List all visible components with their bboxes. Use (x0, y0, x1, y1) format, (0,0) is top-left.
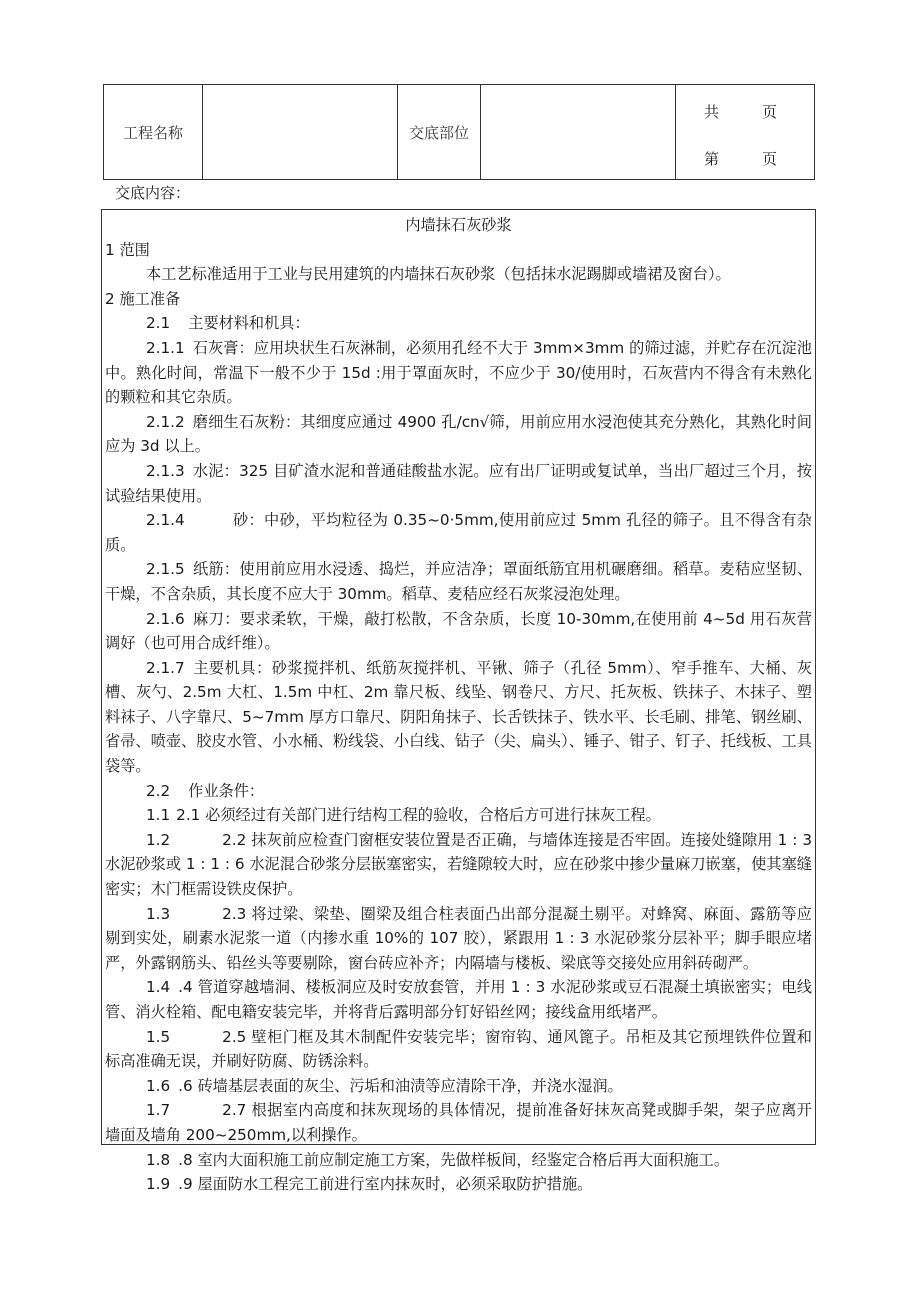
paragraph (105, 459, 812, 508)
paragraph-number: 1.2 (146, 830, 171, 849)
paragraph-number: 1.6 (146, 1076, 171, 1095)
paragraph (105, 902, 812, 976)
page-no-prefix: 第 (704, 150, 720, 168)
paragraph-text: 作业条件： (188, 781, 265, 800)
intro-label: 交底内容： (115, 184, 191, 202)
paragraph (105, 1025, 812, 1074)
paragraph (105, 1098, 812, 1147)
paragraph (105, 656, 812, 779)
paragraph (105, 557, 812, 606)
paragraph-number: 1.7 (146, 1101, 171, 1120)
paragraph-number: 2.1.7 (146, 658, 185, 677)
page-no-suffix: 页 (762, 150, 778, 168)
paragraph (105, 607, 812, 656)
paragraph-text: 石灰膏：应用块状生石灰淋制，必须用孔经不大于 3mm×3mm 的筛过滤，并贮存在沉淀池中。熟化时间，常温下一般不少于 15d :用于罩面灰时，不应少于 30/使用时，石灰营内不得含有未熟化的颗粒和其它杂质。 (105, 338, 812, 407)
paragraph-number: 2.2 (146, 781, 171, 800)
paragraph-number: 2.1.6 (146, 609, 185, 628)
paragraph-text: 2.7 根据室内高度和抹灰现场的具体情况，提前准备好抹灰高凳或脚手架，架子应离开墙面及墙角 200~250mm,以利操作。 (105, 1101, 812, 1144)
paragraph-text: 1 范围 (105, 240, 150, 259)
paragraph-text: 主要机具：砂浆搅拌机、纸筋灰搅拌机、平锹、筛子（孔径 5mm）、窄手推车、大桶、灰槽、灰勺、2.5m 大杠、1.5m 中杠、2m 靠尺板、线坠、钢卷尺、方尺、托灰板、铁抹子、木抹子、塑料袜子、八字靠尺、5~7mm 厚方口靠尺、阴阳角抹子、长舌铁抹子、铁水平、长毛刷、排笔、钢丝刷、省帚、喷壶、胶皮水管、小水桶、粉线袋、小白线、钻子（尖、扁头）、锤子、钳子、钉子、托线板、工具袋等。 (105, 658, 812, 776)
paragraph-number: 2.1.4 (146, 511, 185, 530)
paragraph-number: 1.4 (146, 978, 171, 997)
paragraph-number: 1.3 (146, 904, 171, 923)
paragraph-text: 主要材料和机具： (188, 314, 310, 333)
paragraph-number: 1.9 (146, 1175, 171, 1194)
paragraph (105, 410, 812, 459)
document-title: 内墙抹石灰砂浆 (405, 216, 512, 234)
paragraph-text: .4 管道穿越墙洞、楼板洞应及时安放套管，并用 1 : 3 水泥砂浆或豆石混凝土填嵌密实；电线管、消火栓箱、配电籍安装完毕，并将背后露明部分钉好铅丝网；接线盒用纸堵严。 (105, 978, 812, 1021)
project-name-label: 工程名称 (104, 85, 203, 180)
paragraph (105, 311, 812, 336)
paragraph (105, 779, 812, 804)
page-counter (676, 85, 815, 180)
paragraph (105, 1148, 812, 1173)
paragraph (105, 1172, 812, 1197)
total-pages-prefix: 共 (704, 103, 720, 121)
paragraph-number: 2.1.1 (146, 338, 185, 357)
document-body (101, 209, 816, 1194)
paragraph-text: 砂：中砂，平均粒径为 0.35~0·5mm,使用前应过 5mm 孔径的筛子。且不得含有杂质。 (105, 511, 812, 554)
paragraph (105, 238, 812, 263)
paragraph-number: 1.8 (146, 1150, 171, 1169)
paragraph (105, 508, 812, 557)
paragraph (105, 828, 812, 902)
paragraph-text: .9 屋面防水工程完工前进行室内抹灰时，必须采取防护措施。 (178, 1175, 593, 1194)
paragraph-text: .8 室内大面积施工前应制定施工方案，先做样板间，经鉴定合格后再大面积施工。 (178, 1150, 730, 1169)
paragraph-number: 1.5 (146, 1027, 171, 1046)
location-field[interactable] (481, 85, 676, 180)
paragraph-text: 2.3 将过梁、梁垫、圈梁及组合柱表面凸出部分混凝土剔平。对蜂窝、麻面、露筋等应剔到实处，刷素水泥浆一道（内掺水重 10%的 107 胶），紧跟用 1 : 3 水泥砂浆分层补平；脚手眼应堵严，外露钢筋头、铅丝头等要剔除，窗台砖应补齐；内隔墙与楼板、梁底等交接处应用斜砖砌严。 (105, 904, 812, 972)
header-table (103, 84, 815, 180)
paragraph-text: 纸筋：使用前应用水浸透、捣烂，并应洁净；罩面纸筋宜用机碾磨细。稻草。麦秸应坚韧、干燥，不含杂质，其长度不应大于 30mm。稻草、麦秸应经石灰浆浸泡处理。 (105, 560, 812, 603)
paragraph (105, 1074, 812, 1099)
paragraph-text: 2 施工准备 (105, 289, 181, 308)
paragraph-number: 1.1 (146, 806, 171, 825)
paragraph-number: 2.1.5 (146, 560, 185, 579)
paragraph-text: 2.2 抹灰前应检查门窗框安装位置是否正确，与墙体连接是否牢固。连接处缝隙用 1 : 3 水泥砂浆或 1 : 1 : 6 水泥混合砂浆分层嵌塞密实，若缝隙较大时，应在砂浆中掺少量麻刀嵌塞，使其塞缝密实；木门框需设铁皮保护。 (105, 830, 812, 899)
paragraph-text: 麻刀：要求柔软，干燥，敲打松散，不含杂质，长度 10-30mm,在使用前 4~5d 用石灰营调好（也可用合成纤维）。 (105, 609, 812, 653)
paragraph (105, 287, 812, 312)
paragraph-number: 2.1.3 (146, 461, 185, 480)
project-name-field[interactable] (203, 85, 398, 180)
paragraph-number: 2.1.2 (146, 412, 185, 431)
paragraph-number: 2.1 (146, 314, 171, 333)
paragraph (105, 336, 812, 410)
paragraph-text: 2.1 必须经过有关部门进行结构工程的验收，合格后方可进行抹灰工程。 (176, 806, 661, 825)
paragraph-text: .6 砖墙基层表面的灰尘、污垢和油渍等应清除干净，并浇水湿润。 (178, 1076, 623, 1095)
paragraph (105, 975, 812, 1024)
paragraph-text: 本工艺标准适用于工业与民用建筑的内墙抹石灰砂浆（包括抹水泥踢脚或墙裙及窗台）。 (146, 265, 731, 284)
paragraph-text: 水泥：325 目矿渣水泥和普通硅酸盐水泥。应有出厂证明或复试单，当出厂超过三个月，按试验结果使用。 (105, 461, 812, 505)
total-pages-suffix: 页 (762, 103, 778, 121)
paragraph (105, 262, 812, 287)
paragraph (105, 803, 812, 828)
paragraph-text: 磨细生石灰粉：其细度应通过 4900 孔/cn√筛，用前应用水浸泡使其充分熟化，其熟化时间应为 3d 以上。 (105, 412, 812, 456)
location-label: 交底部位 (398, 85, 481, 180)
paragraph-text: 2.5 壁柜门框及其木制配件安装完毕；窗帘钩、通风篦子。吊柜及其它预埋铁件位置和标高准确无误，并刷好防腐、防锈涂料。 (105, 1027, 812, 1071)
